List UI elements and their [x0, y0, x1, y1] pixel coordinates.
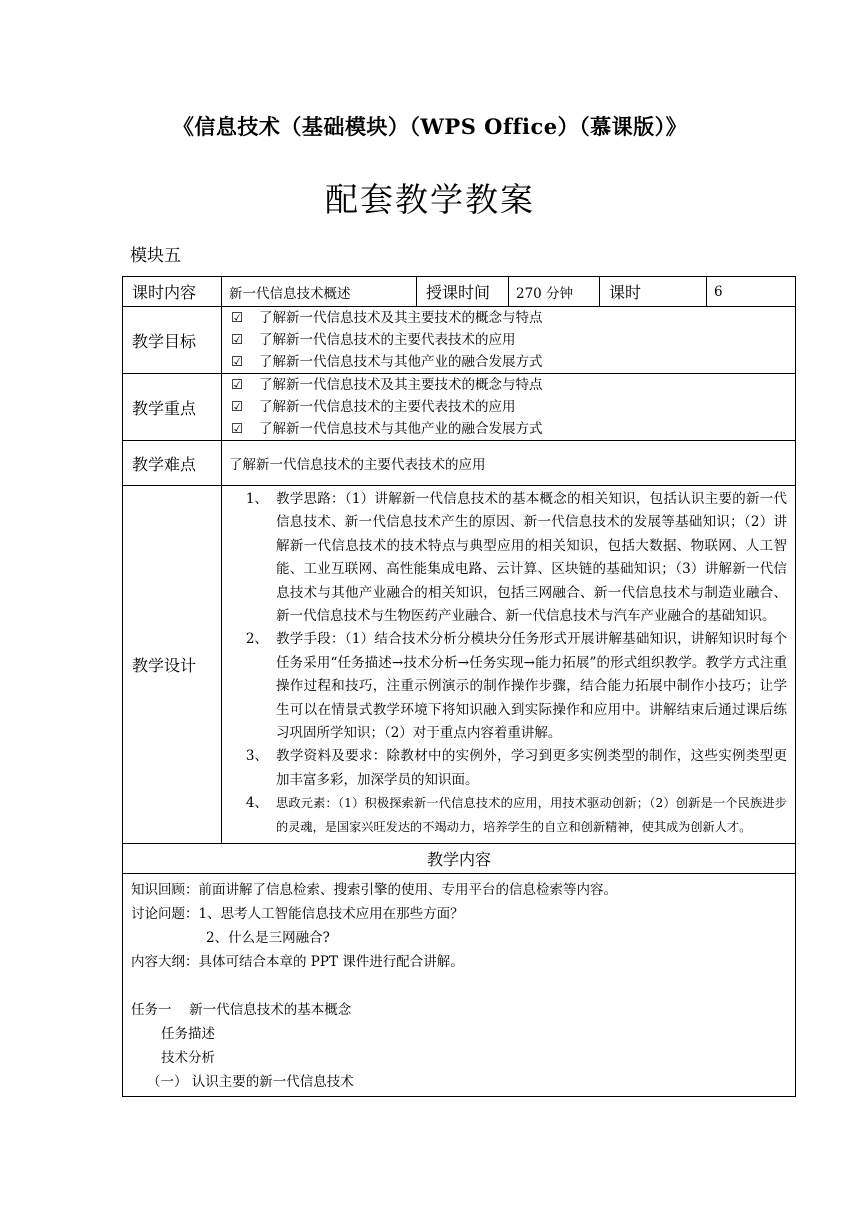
checkbox-checked-icon: ☑: [231, 354, 244, 370]
list-item: [230, 488, 787, 628]
module-label: 模块五: [130, 246, 181, 266]
item-number: 3、: [245, 748, 268, 765]
content-heading: 教学内容: [123, 844, 796, 874]
list-item: [230, 745, 787, 792]
row-content-heading: [123, 844, 796, 874]
checkbox-checked-icon: ☑: [231, 399, 244, 415]
list-item: ☑ 了解新一代信息技术与其他产业的融合发展方式: [231, 351, 795, 373]
list-item: ☑ 了解新一代信息技术及其主要技术的概念与特点: [231, 374, 795, 396]
list-item: [230, 792, 787, 839]
tech-analysis-line: 技术分析: [161, 1050, 215, 1067]
item-number: 1、: [245, 491, 268, 507]
checkbox-checked-icon: ☑: [231, 332, 244, 348]
list-item: [230, 628, 787, 745]
course-content-value: 新一代信息技术概述: [222, 277, 417, 307]
row-content-body: [123, 874, 796, 1097]
label-goals: 教学目标: [123, 307, 222, 374]
discussion-line: 讨论问题：1、思考人工智能信息技术应用在那些方面？: [131, 906, 464, 923]
item-text: 教学资料及要求：除教材中的实例外，学习到更多实例类型的制作，这些实例类型更加丰富多彩，加深学员的知识面。: [276, 748, 787, 788]
row-goals: [123, 307, 796, 374]
item-number: 4、: [245, 795, 268, 812]
difficulty-value: 了解新一代信息技术的主要代表技术的应用: [222, 441, 796, 486]
class-hours-value: 6: [707, 277, 796, 307]
label-teaching-time: 授课时间: [417, 277, 509, 307]
blank-line: [131, 974, 789, 998]
row-difficulty: [123, 441, 796, 486]
label-key-points: 教学重点: [123, 374, 222, 441]
checkbox-checked-icon: ☑: [231, 377, 244, 393]
list-item: ☑ 了解新一代信息技术的主要代表技术的应用: [231, 396, 795, 418]
discussion-line-2: 2、什么是三网融合?: [206, 930, 330, 947]
list-item: ☑ 了解新一代信息技术及其主要技术的概念与特点: [231, 307, 795, 329]
review-line: 知识回顾：前面讲解了信息检索、搜索引擎的使用、专用平台的信息检索等内容。: [131, 882, 617, 899]
task-description-line: 任务描述: [161, 1026, 215, 1043]
row-course-info: [123, 277, 796, 307]
list-item: ☑ 了解新一代信息技术与其他产业的融合发展方式: [231, 418, 795, 440]
label-design: 教学设计: [123, 486, 222, 844]
content-body: [123, 874, 796, 1097]
item-text: 教学思路：（1）讲解新一代信息技术的基本概念的相关知识，包括认识主要的新一代信息技术、新一代信息技术产生的原因、新一代信息技术的发展等基础知识；（2）讲解新一代信息技术的技术特点与典型应用的相关知识，包括大数据、物联网、人工智能、工业互联网、高性能集成电路、云计算、区块链的基础知识；（3）讲解新一代信息技术与其他产业融合的相关知识，包括三网融合、新一代信息技术与制造业融合、新一代信息技术与生物医药产业融合、新一代信息技术与汽车产业融合的基础知识。: [276, 491, 787, 625]
book-title: 《信息技术（基础模块）（WPS Office）（慕课版）》: [172, 114, 688, 139]
checkbox-checked-icon: ☑: [231, 310, 244, 326]
goals-list: [222, 307, 796, 374]
list-item: ☑ 了解新一代信息技术的主要代表技术的应用: [231, 329, 795, 351]
section-line: （一） 认识主要的新一代信息技术: [147, 1074, 354, 1091]
label-course-content: 课时内容: [123, 277, 222, 307]
label-difficulty: 教学难点: [123, 441, 222, 486]
task-line: 任务一 新一代信息技术的基本概念: [131, 1002, 352, 1019]
design-content: [222, 486, 796, 844]
item-number: 2、: [245, 631, 268, 648]
main-title: 配套教学教案: [325, 180, 535, 219]
item-text: 思政元素：（1）积极探索新一代信息技术的应用，用技术驱动创新；（2）创新是一个民族进步的灵魂，是国家兴旺发达的不竭动力，培养学生的自立和创新精神，使其成为创新人才。: [276, 796, 787, 834]
item-text: 教学手段：（1）结合技术分析分模块分任务形式开展讲解基础知识，讲解知识时每个任务采用“任务描述→技术分析→任务实现→能力拓展”的形式组织教学。教学方式注重操作过程和技巧，注重示例演示的制作操作步骤，结合能力拓展中制作小技巧；让学生可以在情景式教学环境下将知识融入到实际操作和应用中。讲解结束后通过课后练习巩固所学知识；（2）对于重点内容着重讲解。: [276, 631, 787, 742]
teaching-time-value: 270 分钟: [509, 277, 600, 307]
label-class-hours: 课时: [600, 277, 707, 307]
checkbox-checked-icon: ☑: [231, 421, 244, 437]
row-key-points: [123, 374, 796, 441]
key-points-list: [222, 374, 796, 441]
outline-line: 内容大纲：具体可结合本章的 PPT 课件进行配合讲解。: [131, 954, 464, 971]
row-design: [123, 486, 796, 844]
lesson-plan-table: [122, 276, 796, 1097]
